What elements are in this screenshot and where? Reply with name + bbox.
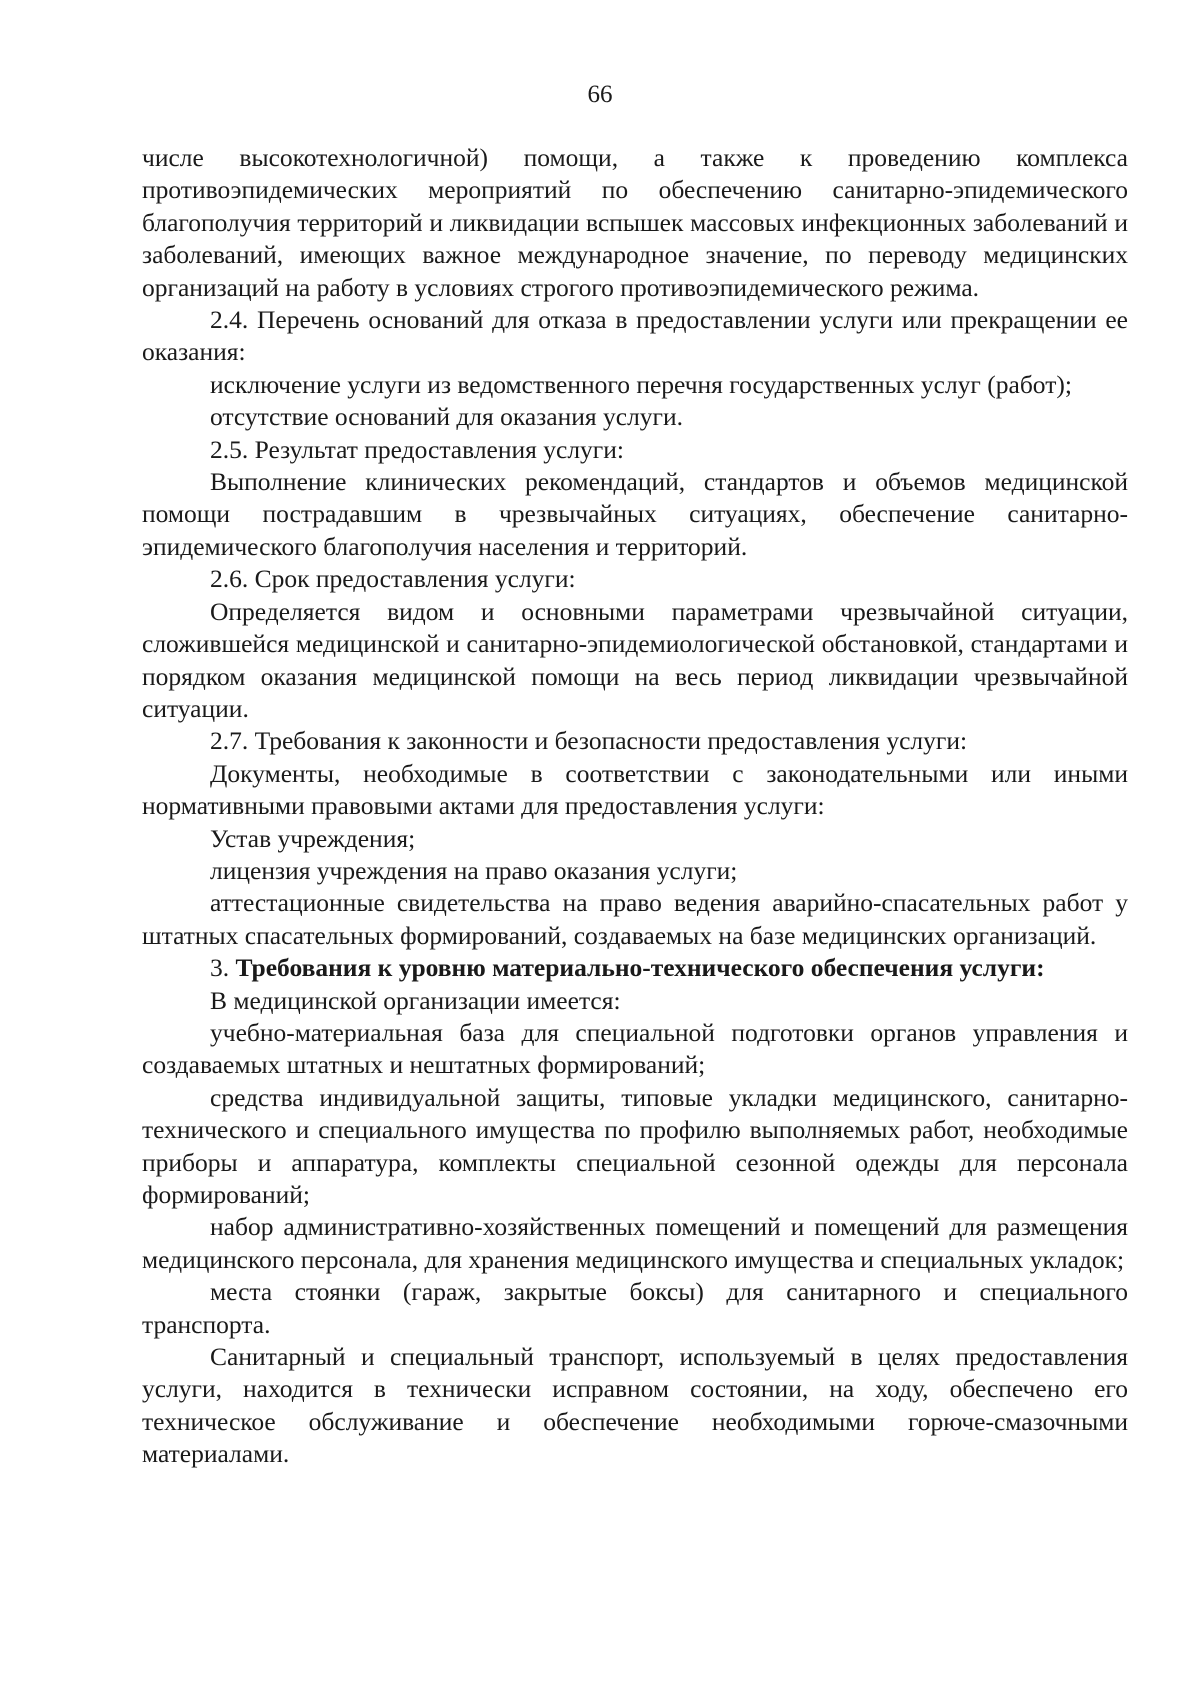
paragraph: В медицинской организации имеется: xyxy=(210,985,621,1015)
list-item: отсутствие оснований для оказания услуги. xyxy=(210,402,684,432)
paragraph-continuation: числе высокотехнологичной) помощи, а также к проведению комплекса противоэпидемических мероприятий по обеспечению санитарно-эпидемического благополучия территорий и ликвидации вспышек массовых инфекционных заболеваний и заболеваний, имеющих важное международное значение, по переводу медицинских организаций на работу в условиях строгого противоэпидемического режима. xyxy=(142,143,1128,302)
section-2-6-heading: 2.6. Срок предоставления услуги: xyxy=(210,564,576,594)
list-item: Устав учреждения; xyxy=(210,823,416,853)
section-3-heading xyxy=(142,952,1128,984)
list-item: набор административно-хозяйственных помещений и помещений для размещения медицинского персонала, для хранения медицинского имущества и специальных укладок; xyxy=(142,1212,1128,1274)
paragraph: Санитарный и специальный транспорт, используемый в целях предоставления услуги, находится в технически исправном состоянии, на ходу, обеспечено его техническое обслуживание и обеспечение необходимыми горюче-смазочными материалами. xyxy=(142,1342,1128,1469)
paragraph: Документы, необходимые в соответствии с законодательными или иными нормативными правовыми актами для предоставления услуги: xyxy=(142,758,1128,821)
section-number: 3. xyxy=(210,953,236,983)
list-item: исключение услуги из ведомственного перечня государственных услуг (работ); xyxy=(210,369,1072,399)
list-item: аттестационные свидетельства на право ведения аварийно-спасательных работ у штатных спасательных формирований, создаваемых на базе медицинских организаций. xyxy=(142,888,1128,950)
section-title: Требования к уровню материально-технического обеспечения услуги: xyxy=(235,953,1045,983)
list-item: учебно-материальная база для специальной подготовки органов управления и создаваемых штатных и нештатных формирований; xyxy=(142,1017,1128,1080)
list-item: средства индивидуальной защиты, типовые укладки медицинского, санитарно-технического и специального имущества по профилю выполняемых работ, необходимые приборы и аппаратура, комплекты специальной сезонной одежды для персонала формирований; xyxy=(142,1082,1128,1209)
list-item: лицензия учреждения на право оказания услуги; xyxy=(210,855,738,885)
section-2-5-heading: 2.5. Результат предоставления услуги: xyxy=(210,434,624,464)
document-body xyxy=(142,142,1128,1471)
section-2-4-heading: 2.4. Перечень оснований для отказа в предоставлении услуги или прекращении ее оказания: xyxy=(142,305,1128,367)
paragraph: Выполнение клинических рекомендаций, стандартов и объемов медицинской помощи пострадавшим в чрезвычайных ситуациях, обеспечение санитарно-эпидемического благополучия населения и территорий. xyxy=(142,467,1128,561)
page-number: 66 xyxy=(587,81,613,108)
list-item: места стоянки (гараж, закрытые боксы) для санитарного и специального транспорта. xyxy=(142,1277,1128,1339)
paragraph: Определяется видом и основными параметрами чрезвычайной ситуации, сложившейся медицинской и санитарно-эпидемиологической обстановкой, стандартами и порядком оказания медицинской помощи на весь период ликвидации чрезвычайной ситуации. xyxy=(142,596,1128,723)
section-2-7-heading: 2.7. Требования к законности и безопасности предоставления услуги: xyxy=(210,726,968,756)
